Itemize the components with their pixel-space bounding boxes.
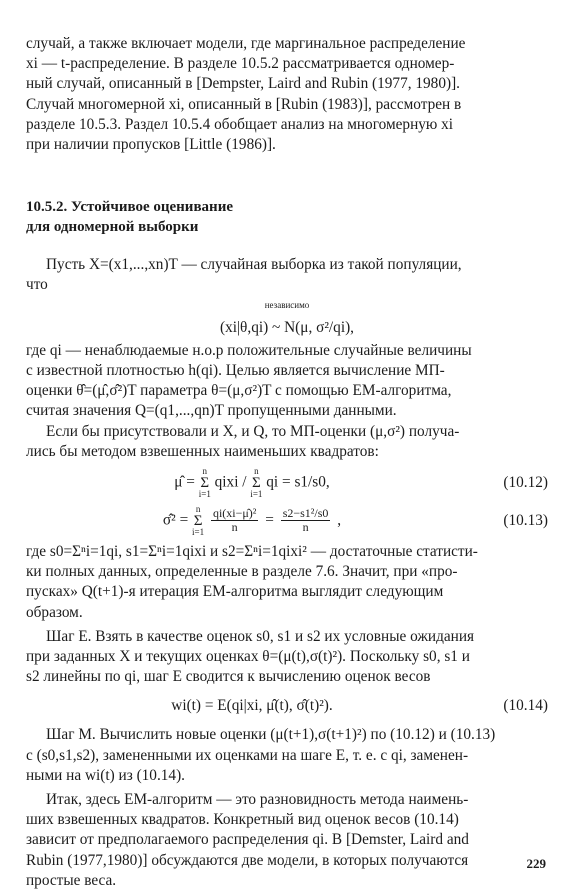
equation-model: [26, 300, 548, 337]
text-line: зависит от предполагаемого распределения qi. В [Demster, Laird and: [26, 831, 469, 849]
text-line: с известной плотностью h(qi). Целью является вычисление МП-: [26, 361, 445, 379]
text-line: случай, а также включает модели, где маргинальное распределение: [26, 35, 466, 52]
text-line: лись бы методом взвешенных наименьших квадратов:: [26, 442, 379, 460]
equation-lhs: σ̂² =: [162, 511, 189, 529]
paragraph-wls: [26, 422, 548, 462]
text-line: Пусть X=(x1,...,xn)T — случайная выборка из такой популяции,: [46, 256, 462, 274]
text-line: пусках» Q(t+1)-я итерация ЕМ-алгоритма выглядит следующим: [26, 583, 444, 601]
equation-text: (xi|θ,qi) ~ N(μ, σ²/qi),: [219, 318, 354, 336]
text-line: оценки θ̂=(μ̂,σ̂²)T параметра θ=(μ,σ²)T с помощью ЕМ-алгоритма,: [26, 382, 452, 400]
section-heading-line: 10.5.2. Устойчивое оценивание: [26, 199, 233, 216]
paragraph-goal: [26, 341, 548, 422]
text-line: Если бы присутствовали и X, и Q, то МП-оценки (μ,σ²) получа-: [46, 422, 460, 440]
paragraph-conclusion: [26, 790, 548, 891]
paragraph-sufficient-stats: [26, 542, 548, 623]
page-number: 229: [526, 856, 546, 871]
text-line: Шаг М. Вычислить новые оценки (μ(t+1),σ(t+1)²) по (10.12) и (10.13): [46, 726, 496, 744]
equation-number: (10.14): [503, 697, 548, 715]
text-line: где s0=Σⁿi=1qi, s1=Σⁿi=1qixi и s2=Σⁿi=1qixi² — достаточные статисти-: [26, 542, 478, 560]
equation-text: wi(t) = E(qi|xi, μ̂(t), σ̂(t)²).: [171, 697, 333, 715]
equation-10-12: [26, 466, 548, 500]
sum-symbol: n Σ i=1: [198, 465, 211, 499]
text-line: разделе 10.5.3. Раздел 10.5.4 обобщает анализ на многомерную xi: [26, 115, 454, 133]
text-line: Шаг E. Взять в качестве оценок s0, s1 и s2 их условные ожидания: [46, 627, 475, 645]
text-line: Rubin (1977,1980)] обсуждаются две модели, в которых получаются: [26, 851, 469, 869]
text-line: образом.: [26, 603, 83, 621]
fraction: $\frac{\text{qi(xi−μ̂)²}}{n}$: [212, 506, 257, 535]
text-line: s2 линейны по qi, шаг Е сводится к вычислению оценок весов: [26, 668, 431, 686]
equation-10-13: σ̂² = n Σ i=1 $\frac{\text{qi(xi−μ̂)²}}{n}$ = $\frac{\text{s2−s1²/s0}}{n}$ , (10.13): [162, 503, 548, 537]
text-line: Случай многомерной xi, описанный в [Rubin (1983)], рассмотрен в: [26, 95, 462, 113]
text-line: где qi — ненаблюдаемые н.о.р положительные случайные величины: [26, 341, 472, 359]
section-heading: [26, 197, 548, 237]
paragraph-definition: [26, 255, 548, 295]
intro-paragraph: [26, 34, 548, 155]
paragraph-step-e: [26, 627, 548, 688]
text-line: ными на wi(t) из (10.14).: [26, 766, 185, 784]
text-line: xi — t-распределение. В разделе 10.5.2 рассматривается одномер-: [26, 55, 455, 73]
section-heading-line: для одномерной выборки: [26, 219, 199, 236]
text-line: с (s0,s1,s2), замененными их оценками на шаге Е, т. е. с qi, заменен-: [26, 746, 469, 764]
text-line: что: [26, 276, 48, 294]
text-line: ки полных данных, определенные в разделе 7.6. Значит, при «про-: [26, 563, 458, 581]
equation-annotation: независимо: [264, 299, 310, 310]
text-line: при наличии пропусков [Little (1986)].: [26, 136, 276, 154]
equation-number: (10.13): [503, 511, 548, 529]
equation-rhs: qi = s1/s0,: [266, 473, 330, 491]
equation-number: (10.12): [503, 473, 548, 491]
text-line: ших взвешенных квадратов. Конкретный вид оценок весов (10.14): [26, 811, 459, 829]
equation-lhs: μ̂ =: [174, 473, 195, 491]
text-line: при заданных X и текущих оценках θ=(μ(t),σ(t)²). Поскольку s0, s1 и: [26, 647, 470, 665]
text-line: считая значения Q=(q1,...,qn)T пропущенными данными.: [26, 402, 397, 420]
text-line: ный случай, описанный в [Dempster, Laird and Rubin (1977, 1980)].: [26, 75, 460, 93]
equation-10-14: [26, 691, 548, 721]
text-line: простые веса.: [26, 871, 117, 889]
fraction: $\frac{\text{s2−s1²/s0}}{n}$: [282, 506, 329, 535]
sum-symbol: n Σ i=1: [250, 465, 263, 499]
text-line: Итак, здесь ЕМ-алгоритм — это разновидность метода наимень-: [46, 790, 469, 808]
equation-term: qixi /: [214, 473, 247, 491]
paragraph-step-m: [26, 725, 548, 786]
sum-symbol: n Σ i=1: [192, 503, 205, 537]
